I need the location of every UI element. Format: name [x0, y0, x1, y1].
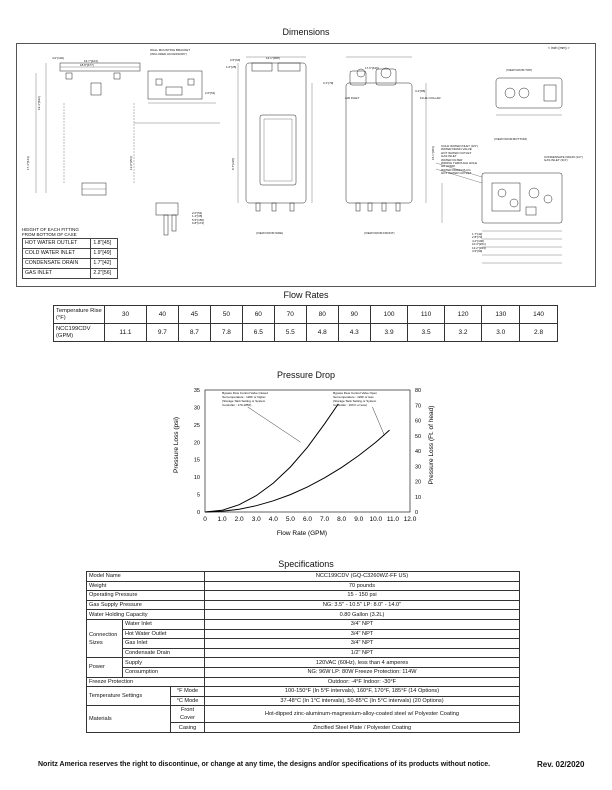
dim-value: 10.3"[261] [472, 242, 486, 247]
x-tick-label: 8.0 [337, 516, 347, 523]
dim-value: 17.6"[446] [365, 66, 379, 70]
flue-collar-label: FLUE COLLAR [420, 96, 441, 100]
top-view-drawing [496, 78, 562, 115]
chart-y2-label: Pressure Loss (Ft. of head) [428, 405, 435, 485]
dim-value: 4.2"[106] [472, 238, 484, 243]
dim-value: 2.0"[51] [205, 91, 216, 95]
flow-temp-cell: 140 [520, 306, 558, 324]
fitting-caption [22, 227, 79, 237]
dim-value: 5.9"[150] [192, 217, 204, 222]
bottom-label: GAS INLET (3/4") [544, 158, 568, 163]
bottom-labels-right [544, 156, 584, 163]
flow-row-label: Temperature Rise (°F) [54, 306, 105, 324]
annotation-text: (Storage Tank Setting or System [222, 399, 266, 403]
fitting-value: 1.8"[45] [91, 239, 118, 249]
spec-label: Operating Pressure [87, 591, 205, 601]
dim-value: 4.0"[102] [52, 56, 64, 60]
y2-tick-label: 70 [415, 403, 422, 410]
annotation-text: Set temperature : 126F or higher [222, 395, 266, 399]
y2-tick-label: 80 [415, 388, 422, 394]
front-view-drawing [346, 57, 426, 211]
x-tick-label: 10.0 [369, 516, 383, 523]
spec-label: Hot Water Outlet [123, 629, 205, 639]
x-tick-label: 6.0 [302, 516, 313, 523]
spec-value: 3/4" NPT [205, 629, 520, 639]
flow-gpm-cell: 8.7 [178, 324, 210, 342]
spec-label: Front Cover [171, 706, 205, 723]
dim-value: 3.1"[79] [323, 81, 334, 85]
flow-temp-cell: 130 [482, 306, 520, 324]
y-tick-label: 15 [193, 457, 200, 464]
spec-label: Freeze Protection [87, 677, 205, 687]
x-tick-label: 9.0 [354, 516, 364, 523]
x-tick-label: 2.0 [234, 516, 244, 523]
pressure-drop-chart [160, 378, 450, 540]
y2-tick-label: 20 [415, 479, 422, 486]
fitting-caption-line: HEIGHT OF EACH FITTING [22, 227, 79, 232]
spec-group-label: Materials [87, 706, 171, 733]
spec-value: 37-48°C (In 1°C intervals), 50-85°C (In 5°C intervals) (20 Options) [205, 696, 520, 706]
annotation-text: Set temperature : 120F or less [333, 395, 374, 399]
flow-gpm-cell: 3.9 [370, 324, 408, 342]
dim-value: 2.8"[70] [472, 235, 483, 240]
spec-label: Casing [171, 723, 205, 733]
spec-label: Weight [87, 581, 205, 591]
spec-value: 120VAC (60Hz), less than 4 amperes [205, 658, 520, 668]
fitting-value: 1.9"[49] [91, 249, 118, 259]
y-tick-label: 10 [193, 475, 200, 482]
y-tick-label: 25 [193, 422, 200, 429]
footer-revision: Rev. 02/2020 [537, 760, 585, 769]
table-row [23, 239, 118, 249]
flow-gpm-cell: 7.8 [210, 324, 242, 342]
y2-tick-label: 0 [415, 510, 419, 516]
spec-group-label: Temperature Settings [87, 687, 171, 706]
spec-label: Condensate Drain [123, 648, 205, 658]
table-row [87, 667, 520, 677]
dim-value: 1.7"[42] [472, 232, 483, 236]
bottom-label: CONDENSATE DRAIN (1/2") [544, 155, 583, 159]
chart-plot-area [205, 390, 410, 512]
fitting-value: 1.7"[42] [91, 259, 118, 269]
flow-temp-cell: 120 [444, 306, 482, 324]
annotation-text: Controller : 160 F or less) [333, 403, 367, 407]
bottom-label: WIRING THROUGH HOLE [441, 161, 478, 166]
fitting-name: COLD WATER INLET [23, 249, 91, 259]
side-view-drawing [238, 57, 312, 211]
fitting-value: 2.2"[56] [91, 269, 118, 279]
unit-note: < inch (mm) > [548, 46, 570, 50]
fitting-name: HOT WATER OUTLET [23, 239, 91, 249]
x-tick-label: 4.0 [268, 516, 278, 523]
spec-label: Gas Supply Pressure [87, 600, 205, 610]
flow-temp-cell: 80 [306, 306, 338, 324]
x-tick-label: 12.0 [403, 516, 417, 523]
view-bottom-label: (VIEW FROM BOTTOM) [494, 137, 527, 141]
y2-tick-label: 50 [415, 433, 422, 440]
series-line-1 [205, 404, 338, 512]
bottom-label: WATER FILTER [441, 157, 463, 162]
spec-label: °F Mode [171, 687, 205, 697]
flow-temp-cell: 60 [242, 306, 274, 324]
dim-vertical: 19.4"[492] [37, 96, 41, 110]
bottom-label: WATER DRAIN VALVE [441, 147, 472, 152]
flow-temp-cell: 50 [210, 306, 242, 324]
y-tick-label: 35 [193, 388, 200, 394]
dim-value: 16.7"[424] [84, 59, 98, 63]
dim-value: 14.1"[358] [266, 56, 280, 60]
dim-value: 6.8"[174] [192, 221, 204, 226]
spec-value: Zincified Steel Plate / Polyester Coating [205, 723, 520, 733]
flow-temp-cell: 45 [178, 306, 210, 324]
table-row [87, 600, 520, 610]
spec-label: Water Holding Capacity [87, 610, 205, 620]
fitting-caption-line: FROM BOTTOM OF CASE [22, 232, 77, 238]
chart-title: Pressure Drop [276, 370, 336, 380]
flow-gpm-cell: 4.3 [338, 324, 370, 342]
table-row [87, 648, 520, 658]
annotation-arrow [248, 407, 301, 442]
annotation-text: Controller : 170-185F) [222, 403, 252, 407]
y-tick-label: 30 [193, 405, 200, 412]
spec-label: °C Mode [171, 696, 205, 706]
spec-group-label: Power [87, 658, 123, 677]
flow-gpm-cell: 9.7 [146, 324, 178, 342]
flow-gpm-cell: 3.0 [482, 324, 520, 342]
spec-value: 100-150°F (In 5°F intervals), 160°F, 170°F, 185°F (14 Options) [205, 687, 520, 697]
flow-temp-cell: 70 [274, 306, 306, 324]
table-row [23, 269, 118, 279]
fitting-name: GAS INLET [23, 269, 91, 279]
flow-title: Flow Rates [283, 290, 329, 300]
dim-value: 18.8"[477] [80, 63, 94, 67]
dim-vertical: 17.4"[443] [26, 156, 30, 170]
table-row [87, 572, 520, 582]
annotation-text: Bypass Flow Control Valve Closed [222, 391, 268, 395]
flow-temp-cell: 40 [146, 306, 178, 324]
fitting-name: CONDENSATE DRAIN [23, 259, 91, 269]
flow-gpm-cell: 3.2 [444, 324, 482, 342]
spec-label: Water Inlet [123, 619, 205, 629]
spec-value: 15 - 150 psi [205, 591, 520, 601]
flow-gpm-cell: 6.5 [242, 324, 274, 342]
footer-notice: Noritz America reserves the right to discontinue, or change at any time, the designs and/or specifications of its products without notice. [38, 761, 491, 768]
dim-value: 2.0"[51] [192, 211, 203, 215]
spec-value: NG: 3.5" - 10.5" LP: 8.0" - 14.0" [205, 600, 520, 610]
dimensions-title: Dimensions [282, 27, 330, 37]
view-front-label: (VIEW FROM FRONT) [364, 231, 395, 235]
x-tick-label: 7.0 [320, 516, 330, 523]
bottom-label: HOT WATER OUTLET [441, 171, 472, 176]
bottom-label: WATER DRAIN PLUG [441, 167, 471, 172]
spec-value: Hot-dipped zinc-aluminum-magnesium-alloy-coated steel w/ Polyester Coating [205, 706, 520, 723]
spec-label: Consumption [123, 667, 205, 677]
bottom-label: COLD WATER INLET (3/4") [441, 144, 479, 148]
chart-x-label: Flow Rate (GPM) [276, 530, 328, 537]
bracket-drawing [36, 63, 140, 195]
y2-tick-label: 10 [415, 494, 422, 501]
table-row [23, 259, 118, 269]
spec-group-label: Connection Sizes [87, 619, 123, 657]
flow-temp-cell: 110 [408, 306, 444, 324]
table-row [87, 677, 520, 687]
y-tick-label: 20 [193, 440, 200, 447]
flow-temp-cell: 90 [338, 306, 370, 324]
annotation-text: Bypass Flow Control Valve Open [333, 391, 377, 395]
y2-tick-label: 60 [415, 418, 422, 425]
y-tick-label: 5 [196, 492, 200, 499]
bracket-label-2: (INCLUDED ACCESSORY) [150, 52, 187, 56]
spec-label: Supply [123, 658, 205, 668]
flow-gpm-cell: 4.8 [306, 324, 338, 342]
flow-gpm-cell: 2.8 [520, 324, 558, 342]
flow-row-label: NCC199CDV (GPM) [54, 324, 105, 342]
air-inlet-label: AIR INLET [345, 96, 360, 100]
table-row [54, 306, 558, 324]
spec-label: Model Name [87, 572, 205, 582]
flow-temp-cell: 100 [370, 306, 408, 324]
table-row [87, 639, 520, 649]
spec-value: 1/2" NPT [205, 648, 520, 658]
table-row [87, 687, 520, 697]
dim-value: 3.4"[86] [415, 89, 426, 93]
table-row [54, 324, 558, 342]
dim-vertical: 13.9"[353] [129, 156, 133, 170]
flow-temp-cell: 30 [105, 306, 147, 324]
dim-vertical: 8.7"[220] [231, 158, 235, 170]
spec-label: Gas Inlet [123, 639, 205, 649]
table-row [87, 591, 520, 601]
y2-tick-label: 30 [415, 464, 422, 471]
chart-y-label: Pressure Loss (psi) [173, 417, 180, 473]
table-row [87, 581, 520, 591]
flow-table [53, 305, 558, 342]
table-row [87, 629, 520, 639]
bracket-drawing-2 [134, 71, 220, 235]
spec-value: Outdoor: -4°F Indoor: -30°F [205, 677, 520, 687]
dim-value: 1.0"[25] [226, 65, 237, 69]
bottom-label: AC CORD [441, 164, 455, 169]
view-top-label: (VIEW FROM TOP) [506, 68, 533, 72]
series-line-2 [205, 430, 390, 512]
dim-value: 2.5"[63] [230, 58, 241, 62]
spec-table [86, 571, 520, 733]
dim-value: 3.9"[99] [472, 249, 483, 254]
spec-title: Specifications [278, 559, 334, 569]
bottom-label: HOT WATER OUTLET [441, 150, 472, 155]
x-tick-label: 0 [203, 516, 207, 523]
x-tick-label: 11.0 [386, 516, 400, 523]
bottom-dims [472, 233, 486, 253]
flow-gpm-cell: 5.5 [274, 324, 306, 342]
annotation-arrow [372, 407, 384, 435]
table-row [87, 658, 520, 668]
annotation-text: (Storage Tank Setting or System [333, 399, 377, 403]
y-tick-label: 0 [196, 510, 200, 516]
x-tick-label: 3.0 [251, 516, 261, 523]
bottom-view-drawing [436, 163, 562, 263]
bottom-label: GAS INLET [441, 154, 457, 159]
dim-value: 13.2"[334] [472, 245, 486, 250]
bracket-label-1: WALL MOUNTING BRACKET [150, 48, 191, 52]
dim-vertical: 15.1"[383] [431, 146, 435, 160]
table-row [87, 706, 520, 723]
table-row [23, 249, 118, 259]
x-tick-label: 5.0 [285, 516, 295, 523]
spec-value: 0.80 Gallon (3.2L) [205, 610, 520, 620]
spec-value: NCC199CDV (GQ-C3260WZ-FF US) [205, 572, 520, 582]
spec-value: 70 pounds [205, 581, 520, 591]
x-tick-label: 1.0 [217, 516, 227, 523]
view-side-label: (VIEW FROM SIDE) [256, 231, 284, 235]
dim-value: 1.4"[35] [192, 214, 203, 219]
table-row [87, 619, 520, 629]
spec-value: 3/4" NPT [205, 619, 520, 629]
fitting-table [22, 238, 118, 279]
spec-value: NG: 96W LP: 80W Freeze Protection: 114W [205, 667, 520, 677]
y2-tick-label: 40 [415, 449, 422, 455]
flow-gpm-cell: 11.1 [105, 324, 147, 342]
flow-gpm-cell: 3.5 [408, 324, 444, 342]
table-row [87, 610, 520, 620]
side-dims [192, 212, 204, 226]
bottom-labels-left [441, 145, 481, 176]
spec-value: 3/4" NPT [205, 639, 520, 649]
